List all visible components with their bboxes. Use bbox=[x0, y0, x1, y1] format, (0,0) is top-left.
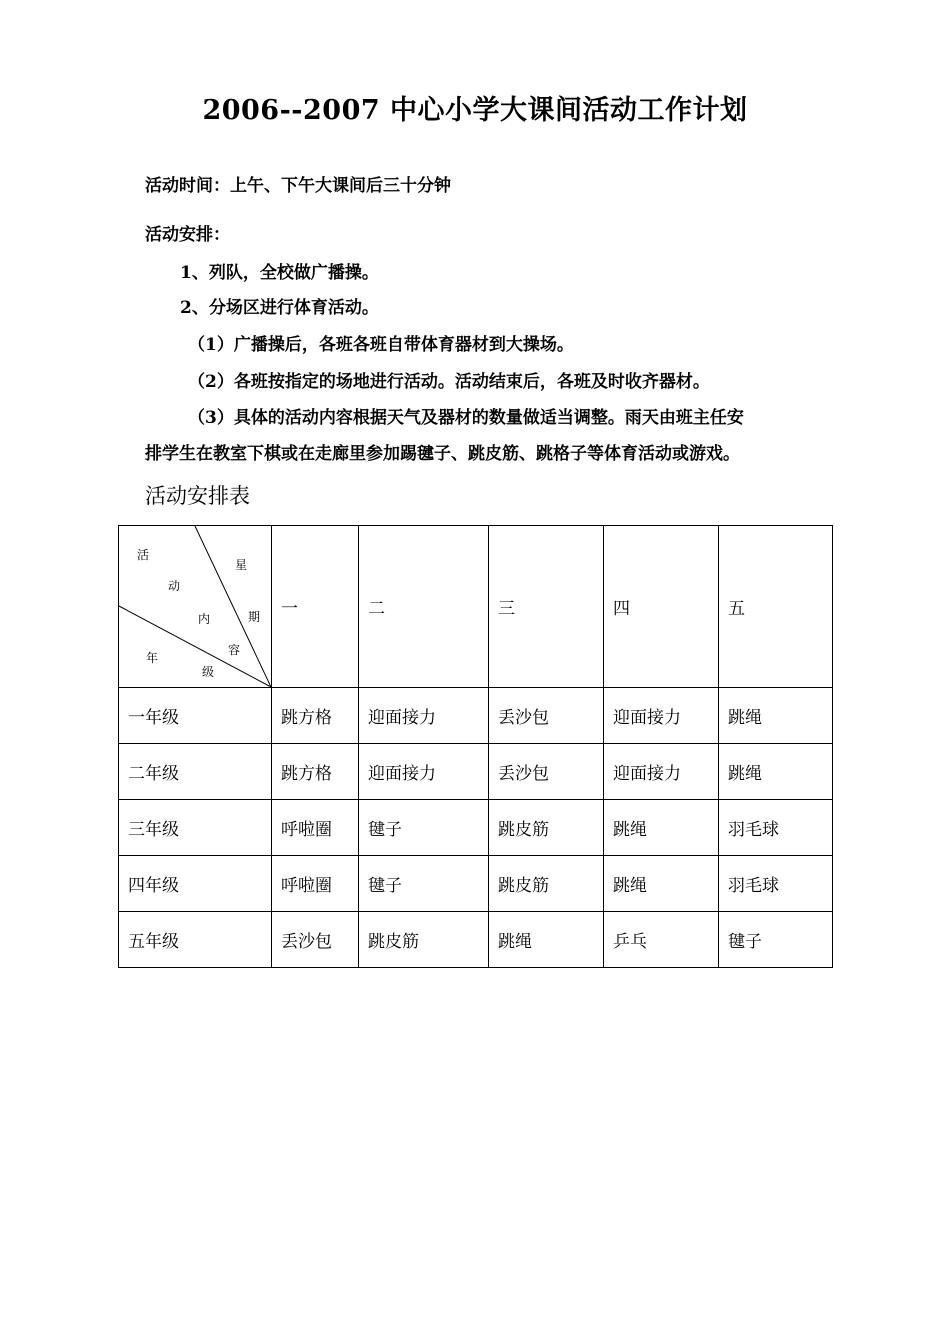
activity-cell: 跳绳 bbox=[604, 800, 719, 856]
activity-cell: 跳绳 bbox=[719, 744, 833, 800]
table-row bbox=[119, 912, 833, 968]
table-title: 活动安排表 bbox=[145, 484, 250, 508]
table-row bbox=[119, 800, 833, 856]
grade-cell: 五年级 bbox=[119, 912, 272, 968]
weekday-header: 四 bbox=[604, 526, 719, 688]
arrangement-item: （3）具体的活动内容根据天气及器材的数量做适当调整。雨天由班主任安 bbox=[188, 408, 744, 428]
arrangement-item-continued: 排学生在教室下棋或在走廊里参加踢毽子、跳皮筋、跳格子等体育活动或游戏。 bbox=[145, 444, 740, 464]
arrangement-item: 2、分场区进行体育活动。 bbox=[180, 298, 379, 318]
arrangement-item: 1、列队，全校做广播操。 bbox=[180, 263, 379, 283]
corner-label-weekday: 期 bbox=[248, 610, 261, 624]
weekday-header: 二 bbox=[359, 526, 489, 688]
activity-cell: 毽子 bbox=[359, 800, 489, 856]
arrangement-heading: 活动安排： bbox=[145, 225, 230, 245]
activity-cell: 跳皮筋 bbox=[359, 912, 489, 968]
activity-cell: 迎面接力 bbox=[359, 744, 489, 800]
weekday-header: 五 bbox=[719, 526, 833, 688]
activity-cell: 迎面接力 bbox=[604, 744, 719, 800]
grade-cell: 二年级 bbox=[119, 744, 272, 800]
activity-cell: 丢沙包 bbox=[272, 912, 359, 968]
grade-cell: 三年级 bbox=[119, 800, 272, 856]
corner-label-grade: 年 bbox=[146, 651, 159, 665]
activity-cell: 毽子 bbox=[359, 856, 489, 912]
activity-cell: 跳方格 bbox=[272, 688, 359, 744]
corner-label-activity: 活 bbox=[137, 548, 150, 562]
page-title: 2006--2007 中心小学大课间活动工作计划 bbox=[202, 95, 748, 126]
activity-cell: 跳皮筋 bbox=[489, 856, 604, 912]
grade-cell: 四年级 bbox=[119, 856, 272, 912]
weekday-header: 一 bbox=[272, 526, 359, 688]
activity-cell: 毽子 bbox=[719, 912, 833, 968]
activity-cell: 跳方格 bbox=[272, 744, 359, 800]
corner-label-grade: 级 bbox=[202, 665, 215, 679]
activity-cell: 跳皮筋 bbox=[489, 800, 604, 856]
activity-cell: 呼啦圈 bbox=[272, 856, 359, 912]
activity-cell: 羽毛球 bbox=[719, 856, 833, 912]
table-header-row bbox=[119, 526, 833, 688]
table-row bbox=[119, 688, 833, 744]
arrangement-item: （2）各班按指定的场地进行活动。活动结束后，各班及时收齐器材。 bbox=[188, 372, 710, 392]
table-row bbox=[119, 744, 833, 800]
corner-label-weekday: 星 bbox=[235, 558, 248, 572]
activity-cell: 迎面接力 bbox=[604, 688, 719, 744]
activity-cell: 丢沙包 bbox=[489, 744, 604, 800]
activity-time-line: 活动时间：上午、下午大课间后三十分钟 bbox=[145, 176, 451, 196]
schedule-table bbox=[118, 525, 833, 968]
activity-cell: 丢沙包 bbox=[489, 688, 604, 744]
activity-cell: 迎面接力 bbox=[359, 688, 489, 744]
activity-cell: 乒乓 bbox=[604, 912, 719, 968]
weekday-header: 三 bbox=[489, 526, 604, 688]
corner-label-activity: 内 bbox=[198, 612, 211, 626]
activity-cell: 跳绳 bbox=[604, 856, 719, 912]
activity-cell: 跳绳 bbox=[489, 912, 604, 968]
corner-label-activity: 动 bbox=[168, 579, 181, 593]
grade-cell: 一年级 bbox=[119, 688, 272, 744]
arrangement-item: （1）广播操后，各班各班自带体育器材到大操场。 bbox=[188, 335, 574, 355]
table-row bbox=[119, 856, 833, 912]
corner-label-activity: 容 bbox=[228, 643, 241, 657]
activity-cell: 跳绳 bbox=[719, 688, 833, 744]
activity-cell: 羽毛球 bbox=[719, 800, 833, 856]
activity-cell: 呼啦圈 bbox=[272, 800, 359, 856]
diagonal-header-cell bbox=[119, 526, 272, 688]
